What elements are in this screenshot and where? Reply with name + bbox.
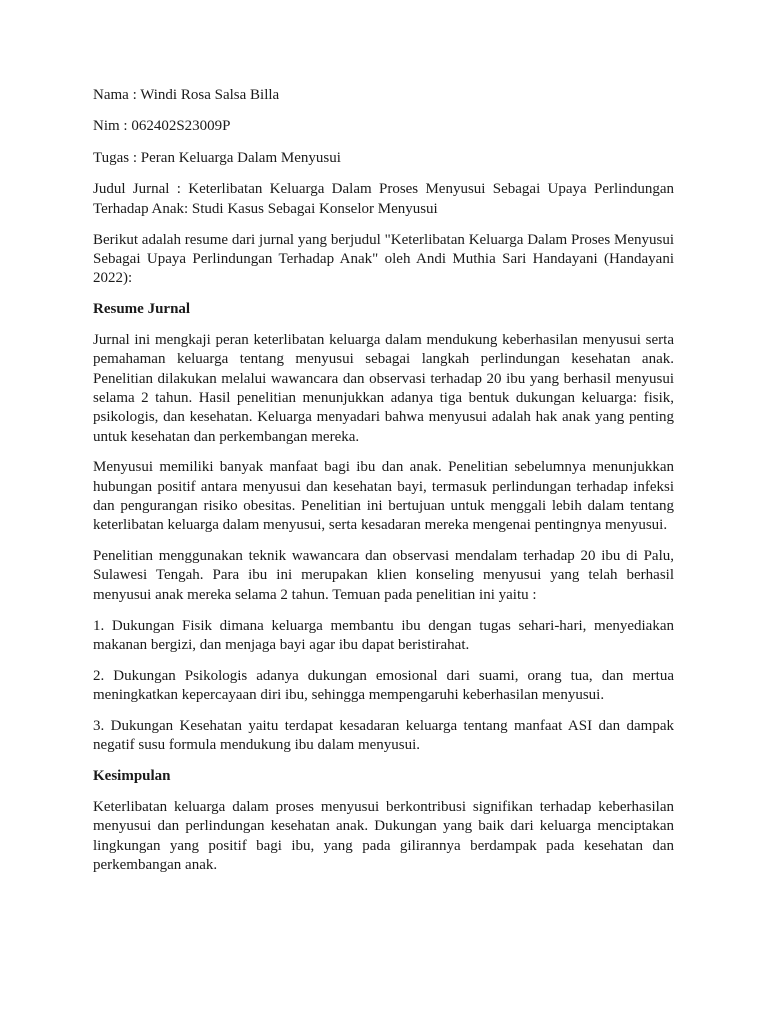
finding-item: 3. Dukungan Kesehatan yaitu terdapat kesadaran keluarga tentang manfaat ASI dan dampak negatif susu formula mendukung ibu dalam menyusui. <box>93 718 674 754</box>
finding-item: 2. Dukungan Psikologis adanya dukungan emosional dari suami, orang tua, dan mertua meningkatkan kepercayaan diri ibu, sehingga mempengaruhi keberhasilan menyusui. <box>93 667 674 704</box>
finding-item: 1. Dukungan Fisik dimana keluarga membantu ibu dengan tugas sehari-hari, menyediakan makanan bergizi, dan menjaga bayi agar ibu dapat beristirahat. <box>93 617 674 653</box>
resume-paragraph: Penelitian menggunakan teknik wawancara dan observasi mendalam terhadap 20 ibu di Palu, Sulawesi Tengah. Para ibu ini merupakan klien konseling menyusui yang telah berhasil menyusui anak mereka selama 2 tahun. Temuan pada penelitian ini yaitu : <box>93 548 674 603</box>
conclusion-heading: Kesimpulan <box>93 768 171 785</box>
resume-paragraph: Menyusui memiliki banyak manfaat bagi ibu dan anak. Penelitian sebelumnya menunjukkan hubungan positif antara menyusui dan kesehatan bayi, termasuk perlindungan terhadap infeksi dan pengurangan risiko obesitas. Penelitian ini bertujuan untuk menggali lebih dalam tentang keterlibatan keluarga dalam menyusui, serta kesadaran mereka mengenai pentingnya menyusui. <box>93 459 674 534</box>
resume-paragraph: Jurnal ini mengkaji peran keterlibatan keluarga dalam mendukung keberhasilan menyusui serta pemahaman keluarga tentang menyusui sebagai langkah perlindungan kesehatan anak. Penelitian dilakukan melalui wawancara dan observasi terhadap 20 ibu yang berhasil menyusui selama 2 tahun. Hasil penelitian menunjukkan adanya tiga bentuk dukungan keluarga: fisik, psikologis, dan kesehatan. Keluarga menyadari bahwa menyusui adalah hak anak yang penting untuk kesehatan dan perkembangan mereka. <box>93 332 674 445</box>
resume-heading: Resume Jurnal <box>93 301 191 318</box>
assignment-line: Tugas : Peran Keluarga Dalam Menyusui <box>93 149 341 166</box>
intro-paragraph: Berikut adalah resume dari jurnal yang berjudul "Keterlibatan Keluarga Dalam Proses Menyusui Sebagai Upaya Perlindungan Terhadap Anak" oleh Andi Muthia Sari Handayani (Handayani 2022): <box>93 231 674 287</box>
conclusion-paragraph: Keterlibatan keluarga dalam proses menyusui berkontribusi signifikan terhadap keberhasilan menyusui dan perlindungan kesehatan anak. Dukungan yang baik dari keluarga menciptakan lingkungan yang positif bagi ibu, yang pada gilirannya berdampak pada kesehatan dan perkembangan anak. <box>93 799 674 873</box>
name-line: Nama : Windi Rosa Salsa Billa <box>93 87 280 103</box>
student-id-line: Nim : 062402S23009P <box>93 118 231 135</box>
journal-title-line: Judul Jurnal : Keterlibatan Keluarga Dalam Proses Menyusui Sebagai Upaya Perlindungan Terhadap Anak: Studi Kasus Sebagai Konselor Menyusui <box>93 181 674 217</box>
